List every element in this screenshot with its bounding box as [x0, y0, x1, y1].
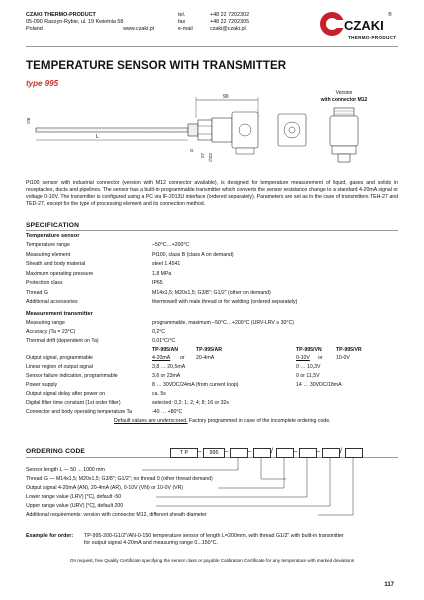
spec-value: 14 … 30VDC/18mA	[296, 382, 342, 388]
spec-label: Measuring element	[26, 251, 71, 258]
spec-value: 0,2°C	[152, 329, 166, 335]
code-box-995: 995	[203, 448, 225, 458]
dimension-90: 90	[223, 94, 229, 100]
certificate-note: On request, free Quality Certificate specifying the sensor class or payable Calibration Certificate for any temperature with marked deviations	[69, 558, 355, 563]
hex-nut	[198, 120, 212, 140]
spec-value: -40 … +80°C	[152, 409, 183, 415]
default-note-underlined: Default values are underscored.	[114, 418, 188, 424]
output-signal-value: 0-10V	[296, 355, 310, 361]
spec-value: 0,01°C/°C	[152, 338, 176, 344]
output-column-header: TP-995/VN	[296, 347, 322, 353]
dimension-phi22: ∅22	[208, 153, 213, 162]
code-box-length[interactable]	[230, 448, 248, 458]
code-box-thread[interactable]	[253, 448, 271, 458]
company-website[interactable]: www.czaki.pl	[123, 26, 154, 33]
specification-heading: SPECIFICATION	[26, 222, 80, 229]
spec-value: 0 or 11,5V	[296, 373, 320, 379]
logo-graphic	[318, 8, 398, 46]
spec-value: IP65	[152, 280, 163, 286]
spec-label: Sensor failure indication, programmable	[26, 373, 118, 379]
thread-section	[188, 124, 198, 136]
page-title: TEMPERATURE SENSOR WITH TRANSMITTER	[26, 60, 287, 72]
page-number: 117	[384, 582, 394, 588]
spec-label: Linear region of output signal	[26, 364, 93, 370]
default-note-rest: Factory programmed in case of the incomplete ordering code.	[187, 418, 331, 424]
logo-text: CZAKI	[344, 18, 384, 33]
company-name: CZAKI THERMO-PRODUCT	[26, 12, 96, 18]
header-divider	[26, 46, 398, 47]
version-label-2: with connector M12	[320, 97, 368, 103]
ordering-code-line: Additional requirements: version with connector M12, different sheath diameter	[26, 512, 207, 518]
spec-value: 8 … 30VDC/24mA (from current loop)	[152, 382, 239, 388]
code-box-lrv[interactable]	[299, 448, 317, 458]
output-column-header: TP-995/VR	[336, 347, 362, 353]
spec-label: Temperature range	[26, 242, 70, 248]
spec-value: ca. 5s	[152, 391, 166, 397]
example-text-2: for output signal 4-20mA and measuring range 0...150°C.	[84, 540, 219, 546]
spec-label: Accuracy (Ta = 23°C)	[26, 329, 76, 335]
transmitter-body	[212, 118, 232, 142]
email-label: e-mail	[178, 26, 193, 33]
spec-value: M14x1,5; M20x1,5; G3/8"; G1/2" (other on demand)	[152, 289, 271, 296]
spec-label: Maximum operating pressure	[26, 270, 94, 277]
ordering-heading: ORDERING CODE	[26, 448, 86, 455]
output-signal-value: 4-20mA	[152, 355, 171, 361]
ordering-code-line: Thread G — M14x1,5; M20x1,5; G3/8"; G1/2"; no thread 0 (other thread demand)	[26, 476, 213, 482]
technical-drawing	[26, 88, 398, 174]
spec-label: Power supply	[26, 382, 58, 388]
spec-value: selected: 0,2; 1; 2; 4; 8; 16 or 32s	[152, 400, 229, 406]
spec-label: Output signal delay after power on	[26, 391, 106, 397]
spec-label: Measuring range	[26, 320, 65, 326]
spec-value: 1,8 MPa	[152, 270, 172, 277]
spec-label: Thread G	[26, 289, 48, 296]
fax-label: fax	[178, 19, 186, 26]
version-label-1: Version	[335, 90, 353, 96]
tel-label: tel.	[178, 12, 186, 18]
spec-value: Pt100, class B (class A on demand)	[152, 251, 234, 258]
email-value[interactable]: czaki@czaki.pl	[210, 26, 246, 33]
connector-side-view	[278, 114, 306, 146]
transmitter-heading: Measurement transmitter	[26, 311, 93, 317]
m12-connector	[334, 108, 354, 116]
spec-value: programmable, maximum –50°C…+200°C (URV-LRV ≥ 30°C)	[152, 320, 294, 326]
company-address: 05-090 Raszyn-Rybie, ul. 19 Kwietnia 58	[26, 19, 124, 26]
spec-value: steel 1.4541	[152, 261, 181, 267]
dimension-27: 27	[200, 152, 205, 158]
spec-value: 0 … 10,3V	[296, 364, 321, 370]
output-signal-value: 20-4mA	[196, 355, 215, 361]
tel-value: +48 22 7202302	[210, 12, 250, 18]
spec-label: Protection class	[26, 280, 63, 286]
connector-head	[232, 112, 258, 148]
example-text-1: TP-995-200-G1/2"/AN-0-150 temperature sensor of length L=200mm, with thread G1/2" with built-in transmitter	[84, 533, 344, 539]
contact-labels	[178, 12, 193, 34]
code-box-additional[interactable]	[345, 448, 363, 458]
code-box-tp: T P	[170, 448, 198, 458]
example-label: Example for order:	[26, 533, 74, 539]
dimension-L: L	[96, 134, 100, 140]
dimension-diameter: ∅6	[26, 117, 31, 124]
code-box-output[interactable]	[276, 448, 294, 458]
spec-label: Additional accessories	[26, 299, 78, 305]
logo-subtitle: THERMO-PRODUCT	[348, 35, 397, 40]
ordering-code-line: Sensor length L — 50 ... 1000 mm	[26, 467, 105, 473]
ordering-code-line: Lower range value (LRV) [°C], default -50	[26, 494, 122, 500]
spec-connector: or	[180, 355, 185, 361]
spec-label: Digital filter time constant (1st order filter)	[26, 400, 121, 406]
spec-label: Output signal, programmable	[26, 355, 93, 361]
m12-body	[330, 116, 358, 146]
spec-label: Connector and body operating temperature Ta	[26, 409, 133, 415]
czaki-logo	[318, 8, 397, 42]
spec-value: –50°C…+200°C	[152, 242, 190, 248]
spec-value: 3,6 or 23mA	[152, 373, 181, 379]
output-column-header: TP-995/AN	[152, 347, 178, 353]
contact-values	[210, 12, 249, 34]
spec-value: 3,8 … 20,5mA	[152, 364, 186, 370]
product-type: type 995	[26, 79, 59, 88]
code-box-urv[interactable]	[322, 448, 340, 458]
sensor-heading: Temperature sensor	[26, 233, 80, 239]
product-description: Pt100 sensor with industrial connector (version with M12 connector available), is designed for temperature measurement of liquid, gases and solids in receptacles, ducts and pipelines. The sensor has a built-in programmable transmitter which converts the sensor resistance change to a standard 4-20mA signal or voltage 0-10V. The transmitter is configured using a PC via IF-2013U interface (ordered separately). Parameters are set as in the case of transmitters TEH-27 and TED-27, except for the type of processing element and its connection method.	[26, 180, 398, 207]
ordering-code-line: Upper range value (URV) [°C], default 200	[26, 503, 124, 509]
spec-label: Sheath and body material	[26, 261, 86, 267]
spec-divider	[26, 230, 398, 231]
spec-value: thermowell with male thread or for welding (ordered separately)	[152, 299, 298, 305]
company-address-block	[26, 12, 154, 34]
fax-value: +48 22 7202305	[210, 19, 250, 26]
spec-label: Thermal drift (dependent on Ta)	[26, 338, 99, 344]
output-signal-value: 10-0V	[336, 355, 350, 361]
output-column-header: TP-995/AR	[196, 347, 222, 353]
dimension-G: G	[190, 148, 194, 153]
logo-registered: ®	[388, 12, 392, 18]
default-note	[114, 418, 331, 424]
ordering-code-line: Output signal 4-20mA (AN), 20-4mA (AR), 0-10V (VN) or 10-0V (VR)	[26, 485, 184, 491]
company-country: Poland	[26, 26, 43, 33]
spec-connector: or	[318, 355, 323, 361]
